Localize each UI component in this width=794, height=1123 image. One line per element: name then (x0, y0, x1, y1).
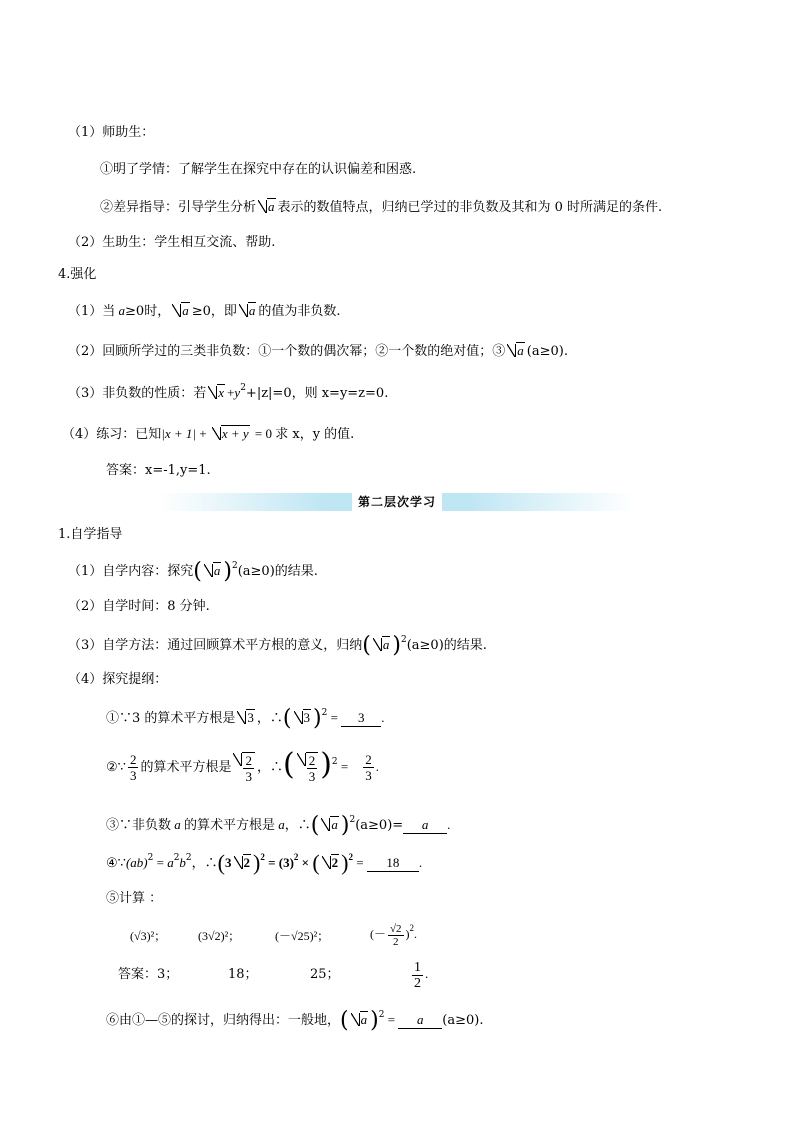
item-text: (a≥0)= (355, 818, 404, 833)
item-text: ，∴ (191, 856, 218, 871)
exercise-3: (－√25)²； (275, 929, 330, 943)
item-text: （4）探究提纲： (68, 672, 168, 687)
text-line (130, 926, 166, 946)
exercise-1: (√3)²； (130, 929, 167, 943)
exercise-2: (3√2)²； (198, 929, 241, 943)
answer-blank: a (403, 817, 447, 834)
item-text: （1）当 (68, 304, 116, 319)
answer-text: 25； (310, 967, 340, 982)
section-heading: 1.自学指导 (58, 527, 123, 542)
text-line (68, 301, 341, 322)
sqrt-a: a (172, 301, 190, 321)
fraction-2-3: $\frac{2}{3}$ (129, 752, 137, 783)
item-text: （2）回顾所学过的三类非负数：①一个数的偶次幂；②一个数的绝对值；③ (68, 344, 506, 359)
item-text: ⑥由①—⑤的探讨，归纳得出：一般地， (106, 1013, 341, 1028)
item-text: （3）自学方法：通过回顾算术平方根的意义，归纳 (68, 638, 363, 653)
item-text: （4）练习：已知 (62, 427, 162, 442)
abs-expression: |x + 1| (161, 426, 196, 441)
sqrt-a: a (507, 341, 525, 361)
item-text: （1）自学内容：探究 (68, 564, 194, 579)
sqrt-a: a (239, 301, 257, 321)
text-line (68, 341, 568, 362)
section-heading: 4.强化 (58, 267, 97, 282)
text-line: ⑥由①—⑤的探讨，归纳得出：一般地，( a )$^2$ = a (a≥0). (106, 1008, 484, 1033)
item-text: +|z|=0，则 x=y=z=0. (245, 386, 389, 401)
answer-text: 答案：x=-1,y=1. (106, 463, 211, 478)
text-line: ②∵ $\frac{2}{3}$ 的算术平方根是 $\frac{2}{3}$ ，∴( $\frac{2}{3}$ )$^2$ = $\frac{2}{3}$ . (106, 747, 379, 784)
text-line (68, 597, 210, 617)
sqrt-3: 3 (237, 708, 255, 728)
text-line (100, 197, 662, 218)
peer-help-heading: （2）生助生：学生相互交流、帮助. (68, 235, 276, 250)
item-text: 的算术平方根是 (184, 818, 276, 833)
text-line: （3）自学方法：通过回顾算术平方根的意义，归纳( a )$^2$(a≥0)的结果. (68, 633, 487, 658)
text-line (106, 461, 211, 481)
exercise-4: (－ $\frac{√2}{2}$ )$^2$. (370, 922, 418, 948)
text-line: ③∵非负数 a 的算术平方根是 a，∴( a )$^2$(a≥0)= a . (106, 813, 451, 838)
text-line: $\frac{1}{2}$ . (414, 959, 429, 991)
sqrt-x-plus-y: x + y (212, 424, 250, 444)
answer-blank: a (398, 1012, 442, 1029)
sqrt-fraction: $\frac{2}{3}$ (233, 750, 255, 784)
text-line (106, 889, 162, 909)
text-line (68, 670, 167, 690)
text-line (68, 123, 154, 143)
item-text: (a≥0). (442, 1013, 484, 1028)
item-text: （2）自学时间：8 分钟. (68, 599, 210, 614)
sqrt-a: a (258, 197, 276, 217)
banner-title: 第二层次学习 (352, 493, 442, 511)
text-line (58, 525, 122, 545)
item-text: ②差异指导：引导学生分析 (100, 200, 257, 215)
text-line (228, 965, 258, 985)
text-line: （4）练习：已知|x + 1| + x + y = 0 求 x，y 的值. (62, 426, 355, 442)
item-text: ②∵ (106, 760, 126, 775)
text-line: ④∵(ab)$^2$ = $a^2b^2$，∴(3 2 )$^2 = (3)^2$ × ( 2 )$^2$ = 18 . (106, 850, 423, 875)
item-text: ①明了学情：了解学生在探究中存在的认识偏差和困惑. (100, 162, 417, 177)
text-line (100, 160, 416, 180)
math-var: a (115, 303, 126, 318)
sqrt-a: a (204, 561, 222, 581)
item-text: ，∴ (256, 711, 283, 726)
answer-text: 18； (228, 967, 258, 982)
item-text: ①∵3 的算术平方根是 (106, 711, 236, 726)
sqrt-x: x (208, 383, 225, 403)
sqrt-2: 2 (234, 853, 252, 873)
answer-fraction: $\frac{1}{2}$ (414, 959, 421, 991)
sqrt-fraction: $\frac{2}{3}$ (297, 750, 319, 784)
item-text: 的值为非负数. (258, 304, 341, 319)
item-text: (a≥0). (526, 344, 568, 359)
text-line (310, 965, 340, 985)
text-line (275, 926, 329, 946)
sqrt-a: a (373, 635, 391, 655)
item-text: ③∵非负数 (106, 818, 172, 833)
item-text: ，∴ (256, 760, 283, 775)
item-text: ，∴ (284, 818, 311, 833)
item-text: 表示的数值特点，归纳已学过的非负数及其和为 0 时所满足的条件. (277, 200, 663, 215)
text-line (370, 918, 417, 950)
section-banner (160, 493, 634, 511)
item-text: (a≥0)的结果. (406, 638, 487, 653)
item-text: （3）非负数的性质：若 (68, 386, 207, 401)
item-text: ⑤计算 ： (106, 891, 163, 906)
sqrt-2: 2 (322, 853, 340, 873)
sqrt-a: a (321, 815, 339, 835)
sqrt-a: a (351, 1010, 369, 1030)
text-line: ①∵3 的算术平方根是 3 ，∴( 3 )$^2$ = 3 . (106, 706, 385, 731)
item-text: ≥0时， (125, 304, 171, 319)
text-line (68, 233, 275, 253)
text-line: （3）非负数的性质：若 $x +y^2+|z|=0$，则 x=y=z=0. (68, 383, 389, 401)
item-text: (a≥0)的结果. (237, 564, 318, 579)
item-text: 求 x，y 的值. (275, 427, 355, 442)
answer-blank: 18 (367, 855, 419, 872)
item-text: ④∵ (106, 856, 126, 871)
sqrt-3: 3 (294, 708, 312, 728)
text-line (118, 965, 178, 985)
text-line (198, 926, 240, 946)
teacher-help-heading: （1）师助生： (68, 125, 155, 140)
answer-text: 答案：3； (118, 967, 179, 982)
answer-fraction: $\frac{2}{3}$ (365, 752, 372, 783)
text-line (58, 265, 96, 285)
text-line: （1）自学内容：探究( a )$^2$(a≥0)的结果. (68, 559, 318, 584)
item-text: ≥0，即 (191, 304, 237, 319)
answer-blank: 3 (341, 710, 381, 727)
item-text: 的算术平方根是 (140, 760, 232, 775)
